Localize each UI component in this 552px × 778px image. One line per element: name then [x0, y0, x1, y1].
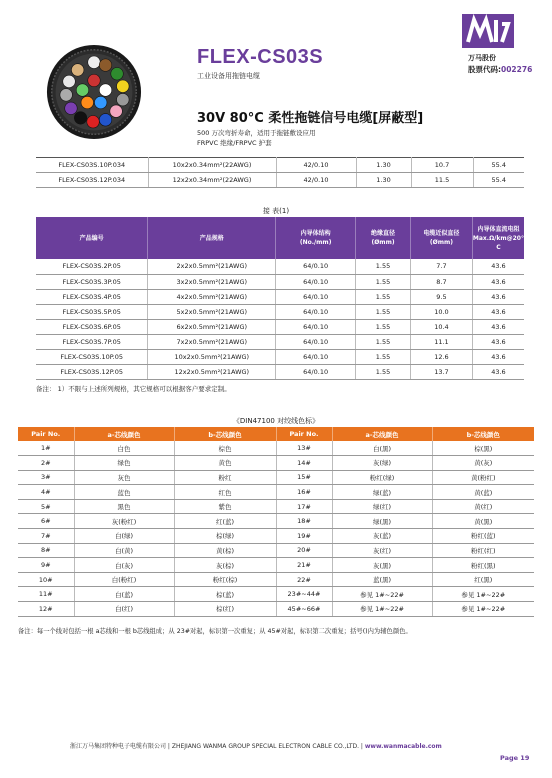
- table-cell: 黄(棕): [174, 543, 276, 558]
- table-cell: 灰(绿): [332, 456, 432, 471]
- table-cell: 灰(蓝): [332, 529, 432, 544]
- table-cell: 64/0.10: [276, 334, 356, 349]
- table-cell: 粉红(蓝): [432, 529, 534, 544]
- table-cell: 白色: [74, 441, 174, 456]
- table-cell: 10x2x0.5mm²(21AWG): [148, 349, 276, 364]
- table-cell: FLEX-CS03S.4P.05: [36, 289, 148, 304]
- din-table-title: 《DIN47100 对绞线色标》: [232, 417, 320, 425]
- table-cell: 64/0.10: [276, 319, 356, 334]
- column-header: 产品编号: [36, 217, 148, 259]
- table-cell: FLEX-CS03S.5P.05: [36, 304, 148, 319]
- company-short-name: 万马股份: [468, 54, 496, 62]
- product-title: FLEX-CS03S: [197, 46, 324, 68]
- product-subtitle: 工业设备用拖链电缆: [197, 72, 260, 80]
- table-cell: 42/0.10: [276, 158, 356, 173]
- table-cell: 棕色: [174, 441, 276, 456]
- table-cell: 43.6: [472, 334, 524, 349]
- stock-code-value: 002276: [501, 65, 533, 74]
- wanma-logo-icon: [462, 14, 514, 48]
- table-cell: FLEX-CS03S.2P.05: [36, 259, 148, 274]
- table-row: [36, 173, 524, 188]
- table-cell: 5x2x0.5mm²(21AWG): [148, 304, 276, 319]
- color-note: 备注：每一个线对包括一根 a芯线和一根 b芯线组成；从 23#对起，标识第一次重复；从 45#对起，标识第二次重复；括号()内为辅色颜色。: [18, 628, 412, 635]
- table-cell: 灰(黑): [332, 558, 432, 573]
- table-cell: 紫色: [174, 499, 276, 514]
- table-cell: 6x2x0.5mm²(21AWG): [148, 319, 276, 334]
- table-cell: 白(灰): [74, 558, 174, 573]
- table-cell: 粉红(黑): [432, 558, 534, 573]
- table-row: [36, 349, 524, 364]
- table-row: [18, 572, 534, 587]
- table-cell: 1.55: [356, 274, 411, 289]
- top-spec-table: [36, 157, 524, 188]
- table-row: [36, 364, 524, 379]
- table-cell: 1.30: [356, 158, 411, 173]
- table-cell: 8.7: [410, 274, 472, 289]
- table-cell: 6#: [18, 514, 74, 529]
- column-header: a-芯线颜色: [74, 427, 174, 441]
- table-cell: 11#: [18, 587, 74, 602]
- table-cell: 55.4: [473, 173, 524, 188]
- table-cell: 1.30: [356, 173, 411, 188]
- table-cell: 64/0.10: [276, 304, 356, 319]
- table-cell: 参见 1#~22#: [432, 587, 534, 602]
- column-header: Pair No.: [18, 427, 74, 441]
- page-number: Page 19: [500, 754, 530, 762]
- table-cell: 64/0.10: [276, 259, 356, 274]
- table-cell: 11.1: [410, 334, 472, 349]
- table-cell: 黄(蓝): [432, 485, 534, 500]
- table-cell: 棕(绿): [174, 529, 276, 544]
- table-cell: FLEX-CS03S.12P.05: [36, 364, 148, 379]
- table-cell: 7#: [18, 529, 74, 544]
- table-cell: 1.55: [356, 334, 411, 349]
- footer-company: 浙江万马集团特种电子电缆有限公司 | ZHEJIANG WANMA GROUP SPECIAL ELECTRON CABLE CO.,LTD. |: [70, 743, 365, 750]
- table-cell: 23#~44#: [276, 587, 332, 602]
- table-cell: 10.7: [411, 158, 473, 173]
- table-cell: 64/0.10: [276, 364, 356, 379]
- table-cell: 64/0.10: [276, 289, 356, 304]
- product-desc-line: FRPVC 绝缘/FRPVC 护套: [197, 139, 272, 147]
- table-cell: 12x2x0.5mm²(21AWG): [148, 364, 276, 379]
- table-cell: 棕(黑): [432, 441, 534, 456]
- table-cell: 10.4: [410, 319, 472, 334]
- table-cell: 2#: [18, 456, 74, 471]
- table-cell: 15#: [276, 470, 332, 485]
- table-cell: 白(粉红): [74, 572, 174, 587]
- column-header: a-芯线颜色: [332, 427, 432, 441]
- table-cell: 蓝(黑): [332, 572, 432, 587]
- table-cell: 64/0.10: [276, 349, 356, 364]
- table-cell: 黄色: [174, 456, 276, 471]
- table-cell: 2x2x0.5mm²(21AWG): [148, 259, 276, 274]
- table-cell: 21#: [276, 558, 332, 573]
- table-cell: 灰(红): [332, 543, 432, 558]
- table-row: [36, 158, 524, 173]
- table-cell: 绿(黑): [332, 514, 432, 529]
- table-cell: 1.55: [356, 289, 411, 304]
- table-row: [18, 602, 534, 617]
- table-cell: 灰(棕): [174, 558, 276, 573]
- table-cell: 18#: [276, 514, 332, 529]
- table-cell: 5#: [18, 499, 74, 514]
- table-cell: 1.55: [356, 259, 411, 274]
- table-row: [36, 289, 524, 304]
- table-cell: 7x2x0.5mm²(21AWG): [148, 334, 276, 349]
- table-row: [18, 543, 534, 558]
- table-cell: 13#: [276, 441, 332, 456]
- table-cell: 43.6: [472, 289, 524, 304]
- table-cell: FLEX-CS03S.10P.05: [36, 349, 148, 364]
- column-header: 内导体结构 (No./mm): [276, 217, 356, 259]
- table-cell: 55.4: [473, 158, 524, 173]
- table-cell: 1.55: [356, 349, 411, 364]
- column-header: 电缆近似直径 (Ømm): [410, 217, 472, 259]
- table-cell: 43.6: [472, 274, 524, 289]
- table-cell: FLEX-CS03S.6P.05: [36, 319, 148, 334]
- table-row: [18, 514, 534, 529]
- table-row: [36, 319, 524, 334]
- table-cell: 粉红(绿): [332, 470, 432, 485]
- table-cell: 黄(红): [432, 499, 534, 514]
- table-cell: 黄(黑): [432, 514, 534, 529]
- spec-table: [36, 217, 524, 380]
- table-row: [18, 456, 534, 471]
- footer-url[interactable]: www.wanmacable.com: [364, 743, 442, 750]
- table-row: [36, 334, 524, 349]
- table-cell: 白(红): [74, 602, 174, 617]
- table-cell: 43.6: [472, 304, 524, 319]
- table-cell: 灰色: [74, 470, 174, 485]
- table-cell: 黄(粉红): [432, 470, 534, 485]
- table-cell: 11.5: [411, 173, 473, 188]
- table-cell: 22#: [276, 572, 332, 587]
- footer: [70, 741, 442, 750]
- table-cell: 1.55: [356, 319, 411, 334]
- table-cell: 白(黑): [332, 441, 432, 456]
- table-cell: 粉红: [174, 470, 276, 485]
- column-header: b-芯线颜色: [174, 427, 276, 441]
- column-header: b-芯线颜色: [432, 427, 534, 441]
- attach-table-title: 接 表(1): [262, 207, 290, 215]
- table-cell: 64/0.10: [276, 274, 356, 289]
- table-cell: 绿色: [74, 456, 174, 471]
- column-header: 绝缘直径 (Ømm): [356, 217, 411, 259]
- table-cell: FLEX-CS03S.7P.05: [36, 334, 148, 349]
- table-cell: 19#: [276, 529, 332, 544]
- table-cell: 黑色: [74, 499, 174, 514]
- table-cell: 8#: [18, 543, 74, 558]
- table-cell: FLEX-CS03S.12P.034: [36, 173, 148, 188]
- table-cell: 12#: [18, 602, 74, 617]
- table-row: [18, 558, 534, 573]
- table-cell: 粉红(红): [432, 543, 534, 558]
- table-cell: 白(蓝): [74, 587, 174, 602]
- table-cell: 棕(红): [174, 602, 276, 617]
- table-cell: 43.6: [472, 259, 524, 274]
- stock-code-label: 股票代码:: [468, 65, 501, 74]
- table-row: [36, 304, 524, 319]
- table-cell: 9#: [18, 558, 74, 573]
- table-cell: 1#: [18, 441, 74, 456]
- table-cell: 红(蓝): [174, 514, 276, 529]
- table-cell: 棕(蓝): [174, 587, 276, 602]
- table-cell: 黄(灰): [432, 456, 534, 471]
- table-cell: 43.6: [472, 349, 524, 364]
- table-cell: 12.6: [410, 349, 472, 364]
- table-cell: 3#: [18, 470, 74, 485]
- table-row: [18, 485, 534, 500]
- cable-cross-section-icon: [46, 44, 142, 140]
- table-cell: 20#: [276, 543, 332, 558]
- table-cell: 4x2x0.5mm²(21AWG): [148, 289, 276, 304]
- table-cell: 红(黑): [432, 572, 534, 587]
- table-cell: FLEX-CS03S.3P.05: [36, 274, 148, 289]
- column-header: Pair No.: [276, 427, 332, 441]
- spec-note: 备注： 1）不限与上述所列规格，其它规格可以根据客户要求定制。: [36, 385, 231, 393]
- table-cell: 4#: [18, 485, 74, 500]
- table-cell: 7.7: [410, 259, 472, 274]
- product-heading: 30V 80°C 柔性拖链信号电缆[屏蔽型]: [197, 111, 424, 126]
- table-row: [36, 274, 524, 289]
- table-cell: 42/0.10: [276, 173, 356, 188]
- table-cell: 白(黄): [74, 543, 174, 558]
- table-cell: 43.6: [472, 364, 524, 379]
- table-cell: 1.55: [356, 304, 411, 319]
- table-row: [18, 470, 534, 485]
- table-cell: 10.0: [410, 304, 472, 319]
- table-cell: 43.6: [472, 319, 524, 334]
- color-code-table: [18, 427, 534, 617]
- table-cell: 红色: [174, 485, 276, 500]
- table-cell: 16#: [276, 485, 332, 500]
- table-cell: 白(绿): [74, 529, 174, 544]
- table-cell: 绿(红): [332, 499, 432, 514]
- table-row: [18, 441, 534, 456]
- table-cell: 13.7: [410, 364, 472, 379]
- table-cell: 17#: [276, 499, 332, 514]
- table-cell: 10#: [18, 572, 74, 587]
- table-cell: 1.55: [356, 364, 411, 379]
- table-cell: 绿(蓝): [332, 485, 432, 500]
- column-header: 产品规格: [148, 217, 276, 259]
- table-cell: 12x2x0.34mm²(22AWG): [148, 173, 276, 188]
- table-row: [18, 499, 534, 514]
- table-cell: 参见 1#~22#: [332, 602, 432, 617]
- table-cell: 参见 1#~22#: [332, 587, 432, 602]
- table-cell: 9.5: [410, 289, 472, 304]
- stock-code: [468, 64, 532, 75]
- table-row: [36, 259, 524, 274]
- table-row: [18, 587, 534, 602]
- table-cell: 蓝色: [74, 485, 174, 500]
- product-desc-line: 500 万次弯折寿命，适用于拖链敷设应用: [197, 129, 316, 137]
- table-cell: 3x2x0.5mm²(21AWG): [148, 274, 276, 289]
- column-header: 内导体直流电阻 Max.Ω/km@20° C: [472, 217, 524, 259]
- table-cell: 14#: [276, 456, 332, 471]
- table-cell: 10x2x0.34mm²(22AWG): [148, 158, 276, 173]
- table-cell: 参见 1#~22#: [432, 602, 534, 617]
- table-cell: 粉红(棕): [174, 572, 276, 587]
- table-cell: 灰(粉红): [74, 514, 174, 529]
- table-row: [18, 529, 534, 544]
- table-cell: FLEX-CS03S.10P.034: [36, 158, 148, 173]
- table-cell: 45#~66#: [276, 602, 332, 617]
